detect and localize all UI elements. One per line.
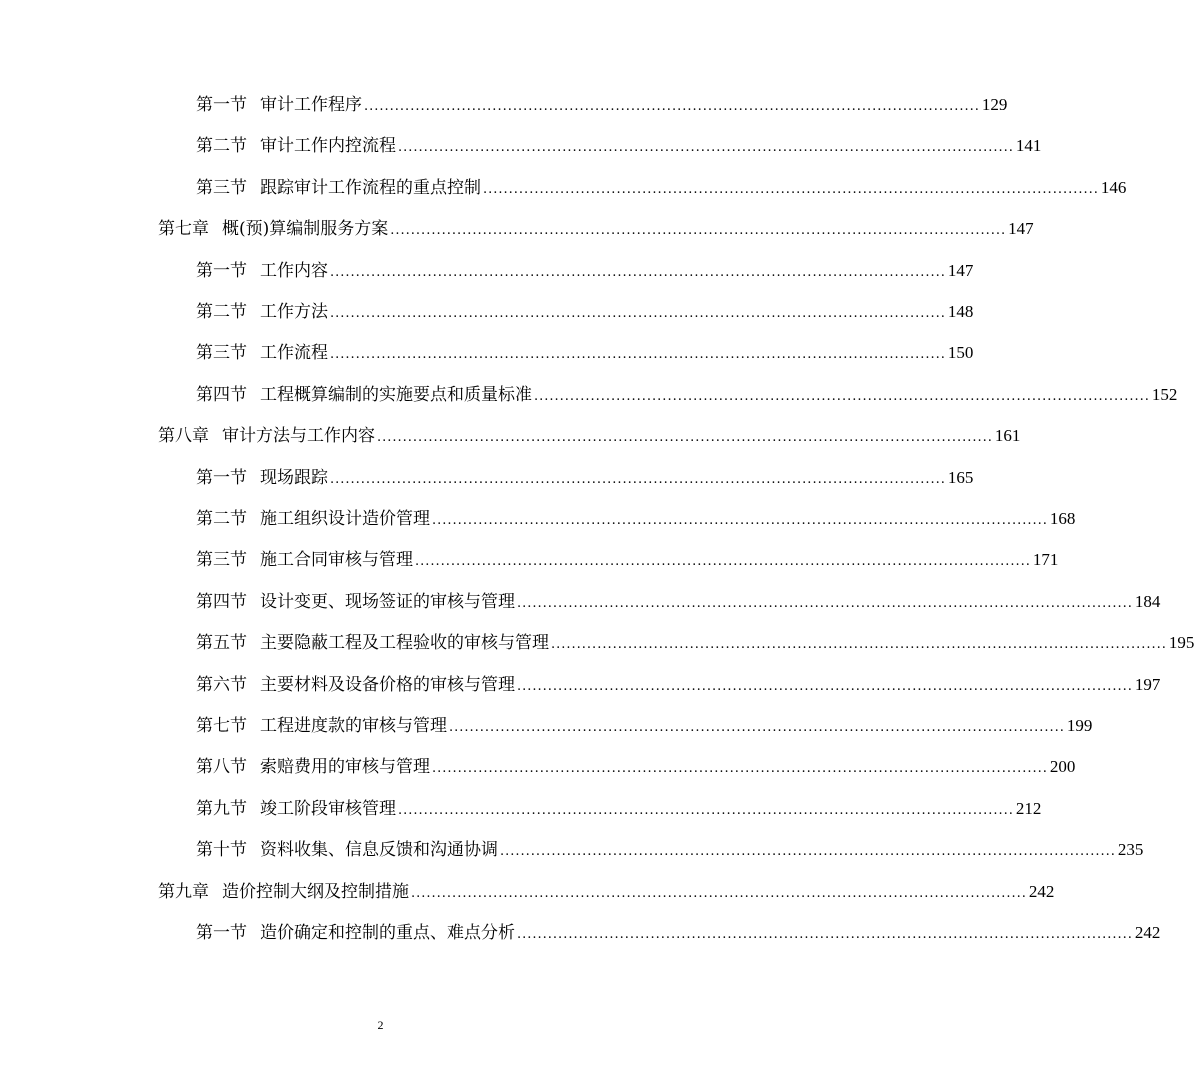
toc-section-entry[interactable] <box>196 918 1161 948</box>
toc-entry-page: 146 <box>1100 177 1127 197</box>
toc-entry-title: 跟踪审计工作流程的重点控制 <box>260 177 481 198</box>
toc-entry-title: 索赔费用的审核与管理 <box>260 757 430 778</box>
toc-entry-page: 242 <box>1028 881 1055 901</box>
toc-entry-label: 第九节 <box>196 798 247 819</box>
toc-entry-label: 第二节 <box>196 136 247 157</box>
toc-section-entry[interactable] <box>196 131 1042 161</box>
toc-entry-title: 竣工阶段审核管理 <box>260 798 396 819</box>
toc-entry-title: 主要材料及设备价格的审核与管理 <box>260 674 515 695</box>
toc-entry-title: 审计工作程序 <box>260 95 362 115</box>
toc-section-entry[interactable] <box>196 173 1127 203</box>
toc-section-entry[interactable] <box>196 835 1144 865</box>
toc-entry-label: 第七节 <box>196 716 247 736</box>
toc-section-entry[interactable] <box>196 670 1161 700</box>
toc-entry-page: 242 <box>1134 923 1161 942</box>
dot-leader: ........................................................................................................................ <box>330 264 946 280</box>
toc-chapter-entry[interactable] <box>158 877 1055 907</box>
toc-entry-page: 150 <box>947 343 974 363</box>
toc-entry-label: 第一节 <box>196 467 247 488</box>
dot-leader: ........................................................................................................................ <box>483 181 1099 197</box>
dot-leader: ........................................................................................................................ <box>398 140 1014 156</box>
toc-entry-title: 工程概算编制的实施要点和质量标准 <box>260 384 532 405</box>
toc-entry-page: 147 <box>947 260 974 280</box>
toc-section-entry[interactable] <box>196 463 974 493</box>
dot-leader: ........................................................................................................................ <box>551 637 1167 653</box>
toc-entry-title: 资料收集、信息反馈和沟通协调 <box>260 840 498 861</box>
dot-leader: ........................................................................................................................ <box>390 223 1007 239</box>
toc-entry-page: 168 <box>1049 509 1076 528</box>
toc-entry-title: 工作内容 <box>260 260 328 281</box>
toc-section-entry[interactable] <box>196 504 1076 534</box>
toc-entry-label: 第一节 <box>196 260 247 281</box>
toc-entry-page: 147 <box>1008 219 1034 239</box>
toc-entry-page: 235 <box>1117 840 1144 860</box>
dot-leader: ........................................................................................................................ <box>330 347 946 363</box>
toc-entry-label: 第三节 <box>196 550 247 571</box>
dot-leader: ........................................................................................................................ <box>517 927 1133 942</box>
toc-entry-page: 129 <box>981 95 1008 114</box>
toc-section-entry[interactable] <box>196 380 1178 410</box>
toc-entry-title: 造价确定和控制的重点、难点分析 <box>260 923 515 943</box>
toc-section-entry[interactable] <box>196 628 1194 658</box>
dot-leader: ........................................................................................................................ <box>330 306 946 321</box>
toc-section-entry[interactable] <box>196 587 1161 617</box>
toc-entry-title: 工作流程 <box>260 343 328 364</box>
dot-leader: ........................................................................................................................ <box>517 678 1133 694</box>
toc-section-entry[interactable] <box>196 752 1076 782</box>
toc-entry-label: 第三节 <box>196 177 247 198</box>
toc-entry-page: 141 <box>1015 136 1042 156</box>
toc-section-entry[interactable] <box>196 297 974 327</box>
toc-chapter-entry[interactable] <box>158 214 1034 244</box>
toc-entry-title: 工作方法 <box>260 302 328 322</box>
toc-entry-label: 第九章 <box>158 881 209 902</box>
toc-entry-label: 第二节 <box>196 302 247 322</box>
toc-entry-label: 第十节 <box>196 840 247 861</box>
dot-leader: ........................................................................................................................ <box>415 554 1031 570</box>
toc-entry-label: 第二节 <box>196 509 247 529</box>
toc-entry-label: 第八章 <box>158 426 209 447</box>
dot-leader: ........................................................................................................................ <box>517 595 1133 611</box>
toc-entry-label: 第七章 <box>158 219 209 240</box>
toc-entry-title: 主要隐蔽工程及工程验收的审核与管理 <box>260 633 549 654</box>
toc-section-entry[interactable] <box>196 545 1059 575</box>
dot-leader: ........................................................................................................................ <box>449 720 1065 735</box>
dot-leader: ........................................................................................................................ <box>398 802 1014 818</box>
page-number: 2 <box>377 1018 384 1032</box>
toc-entry-page: 200 <box>1049 757 1076 777</box>
toc-entry-title: 工程进度款的审核与管理 <box>260 716 447 736</box>
toc-entry-label: 第八节 <box>196 757 247 778</box>
toc-section-entry[interactable] <box>196 256 974 286</box>
toc-entry-title: 造价控制大纲及控制措施 <box>222 881 409 902</box>
dot-leader: ........................................................................................................................ <box>500 844 1116 860</box>
toc-entry-page: 184 <box>1134 591 1161 611</box>
toc-entry-title: 现场跟踪 <box>260 467 328 488</box>
toc-entry-title: 审计方法与工作内容 <box>222 426 375 447</box>
toc-section-entry[interactable] <box>196 794 1042 824</box>
dot-leader: ........................................................................................................................ <box>432 513 1048 528</box>
dot-leader: ........................................................................................................................ <box>534 388 1150 404</box>
toc-entry-page: 165 <box>947 467 974 487</box>
dot-leader: ........................................................................................................................ <box>364 99 980 114</box>
toc-entry-title: 施工合同审核与管理 <box>260 550 413 571</box>
toc-entry-label: 第四节 <box>196 591 247 612</box>
toc-entry-title: 设计变更、现场签证的审核与管理 <box>260 591 515 612</box>
toc-section-entry[interactable] <box>196 338 974 368</box>
toc-section-entry[interactable] <box>196 711 1093 741</box>
toc-entry-title: 审计工作内控流程 <box>260 136 396 157</box>
toc-entry-label: 第三节 <box>196 343 247 364</box>
toc-entry-page: 195 <box>1168 633 1194 653</box>
toc-entry-label: 第六节 <box>196 674 247 695</box>
toc-entry-title: 施工组织设计造价管理 <box>260 509 430 529</box>
toc-section-entry[interactable] <box>196 90 1008 120</box>
toc-entry-label: 第五节 <box>196 633 247 654</box>
toc-entry-page: 199 <box>1066 716 1093 735</box>
toc-entry-page: 212 <box>1015 798 1042 818</box>
toc-entry-title: 概(预)算编制服务方案 <box>222 219 389 240</box>
dot-leader: ........................................................................................................................ <box>330 471 946 487</box>
dot-leader: ........................................................................................................................ <box>411 885 1027 901</box>
toc-entry-label: 第一节 <box>196 923 247 943</box>
toc-entry-label: 第四节 <box>196 384 247 405</box>
dot-leader: ........................................................................................................................ <box>377 430 993 446</box>
toc-entry-page: 152 <box>1151 384 1178 404</box>
toc-entry-label: 第一节 <box>196 95 247 115</box>
toc-entry-page: 148 <box>947 302 974 321</box>
toc-chapter-entry[interactable] <box>158 421 1021 451</box>
toc-entry-page: 161 <box>994 426 1021 446</box>
toc-entry-page: 171 <box>1032 550 1059 570</box>
dot-leader: ........................................................................................................................ <box>432 761 1048 777</box>
toc-entry-page: 197 <box>1134 674 1161 694</box>
